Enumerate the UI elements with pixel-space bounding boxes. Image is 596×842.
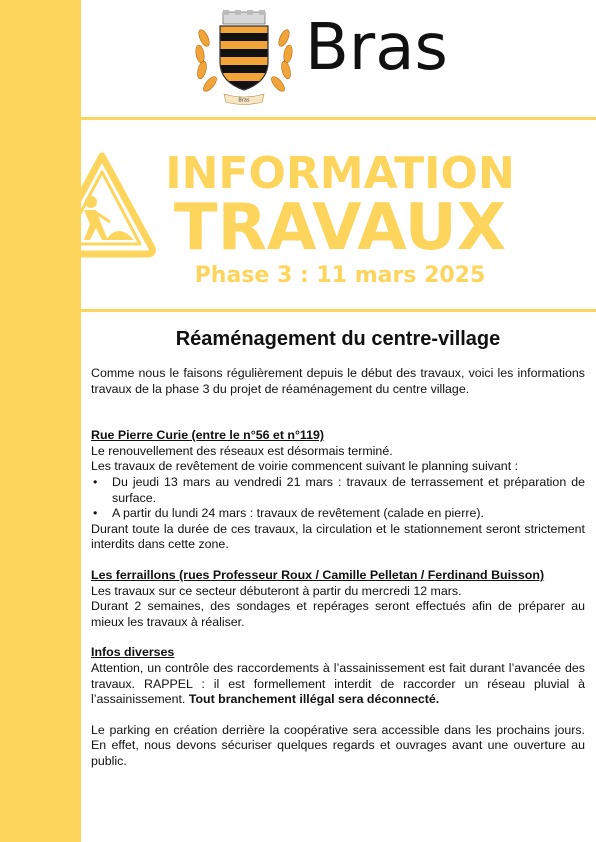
bottom-divider xyxy=(81,309,596,312)
banner-phase-date: Phase 3 : 11 mars 2025 xyxy=(194,263,486,288)
section2-line1: Les travaux sur ce secteur débuteront à partir du mercredi 12 mars. xyxy=(91,583,462,598)
section3-para1 xyxy=(91,661,585,708)
section3-para1-text: Attention, un contrôle des raccordements à l’assainissement est fait durant l’avancée des travaux. RAPPEL : il est formellement interdit de raccorder un réseau pluvial à l’assainissement. xyxy=(91,660,585,707)
banner-travaux: TRAVAUX xyxy=(173,191,507,265)
crest-banner-text: Bras xyxy=(238,97,250,104)
planning-list xyxy=(91,475,585,522)
left-color-band xyxy=(0,0,81,842)
document-title: Réaménagement du centre-village xyxy=(175,328,501,350)
section1-line1: Le renouvellement des réseaux est désormais terminé. xyxy=(91,443,393,458)
section-heading-infos-diverses: Infos diverses xyxy=(91,645,175,660)
section-heading-pierre-curie: Rue Pierre Curie (entre le n°56 et n°119) xyxy=(91,428,325,443)
section1-line2: Les travaux de revêtement de voirie commencent suivant le planning suivant : xyxy=(91,459,519,474)
list-item: • A partir du lundi 24 mars : travaux de revêtement (calade en pierre). xyxy=(91,506,585,522)
bras-coat-of-arms-icon xyxy=(190,8,298,108)
section1-closing: Durant toute la durée de ces travaux, la circulation et le stationnement seront strictement interdits dans cette zone. xyxy=(91,521,585,552)
section2-line2: Durant 2 semaines, des sondages et repérages seront effectués afin de préparer au mieux les travaux à réaliser. xyxy=(91,599,585,629)
section3-para1-warning: Tout branchement illégal sera déconnecté. xyxy=(188,692,440,707)
section3-para2: Le parking en création derrière la coopérative sera accessible dans les prochains jours. En effet, nous devons sécuriser quelques regards et ouvrages avant une ouverture au public. xyxy=(91,722,585,768)
road-works-warning-icon xyxy=(46,150,158,260)
town-name: Bras xyxy=(305,11,448,85)
banner-information: INFORMATION xyxy=(165,148,515,199)
list-item: • Du jeudi 13 mars au vendredi 21 mars : travaux de terrassement et préparation de surface. xyxy=(91,475,585,506)
document-body xyxy=(91,366,585,769)
section-heading-ferraillons: Les ferraillons (rues Professeur Roux / Camille Pelletan / Ferdinand Buisson) xyxy=(91,567,545,582)
intro-paragraph: Comme nous le faisons régulièrement depuis le début des travaux, voici les informations travaux de la phase 3 du projet de réaménagement du centre village. xyxy=(91,366,585,396)
top-divider xyxy=(81,117,596,120)
